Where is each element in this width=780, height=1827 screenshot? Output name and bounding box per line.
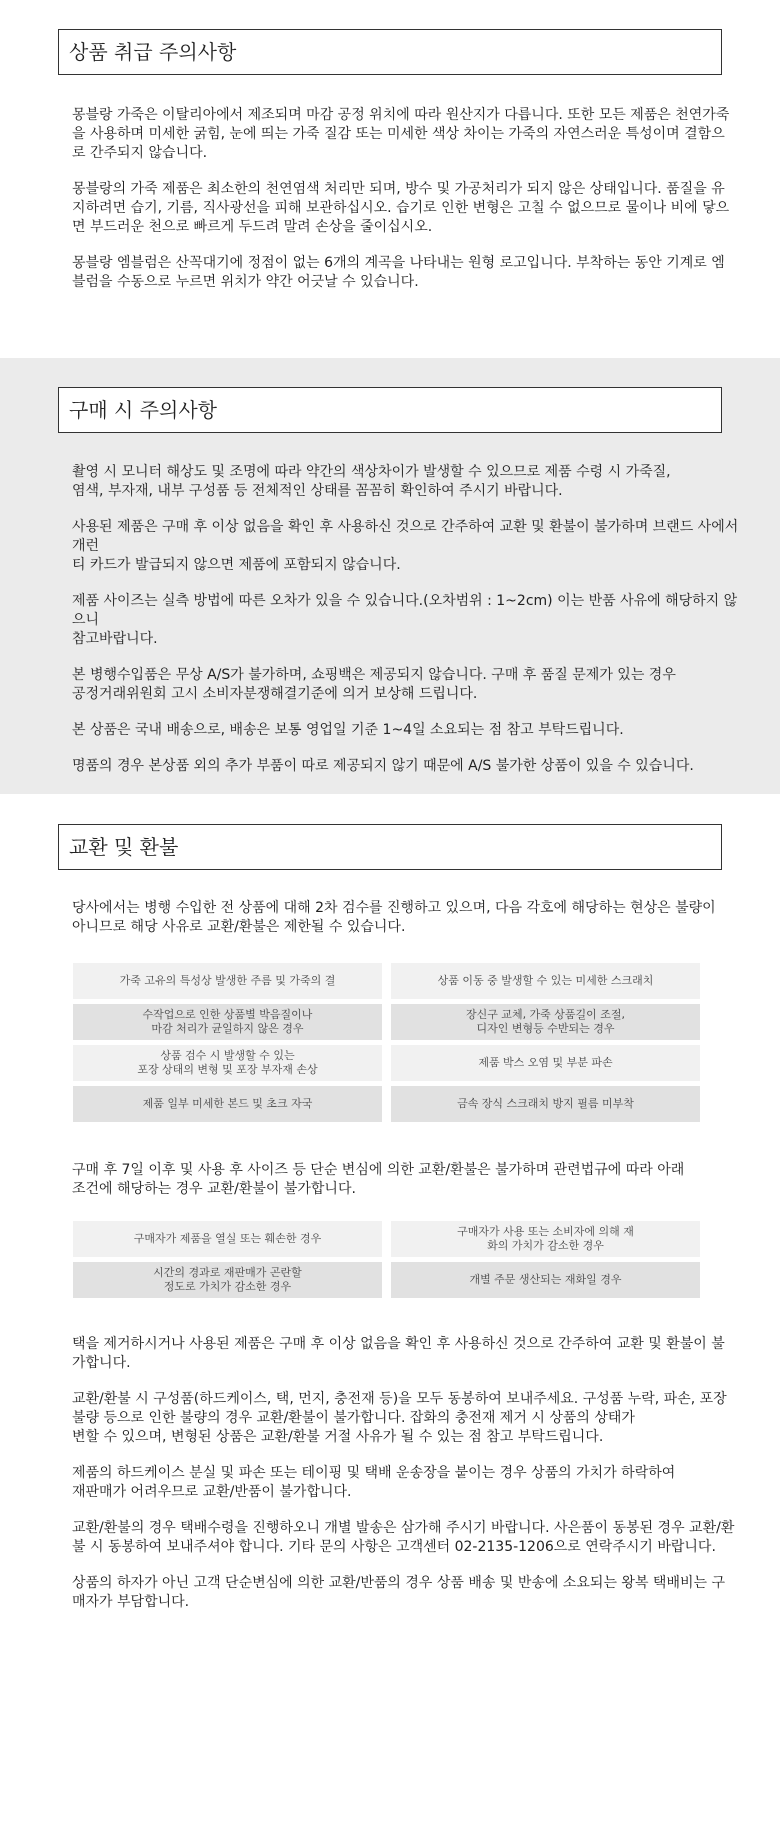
handling-section xyxy=(0,0,780,358)
non-defect-item: 가죽 고유의 특성상 발생한 주름 및 가죽의 결 xyxy=(73,963,382,999)
purchase-paragraph-6: 명품의 경우 본상품 외의 추가 부품이 따로 제공되지 않기 때문에 A/S 불가한 상품이 있을 수 있습니다. xyxy=(72,758,694,774)
handling-paragraph-2: 몽블랑의 가죽 제품은 최소한의 천연염색 처리만 되며, 방수 및 가공처리가 되지 않은 상태입니다. 품질을 유 지하려면 습기, 기름, 직사광선을 피해 보관하십시오. 습기로 인한 변형은 고칠 수 없으므로 물이나 비에 닿으 면 부드러운 천으로 빠르게 두드려 말려 손상을 줄이십시오. xyxy=(72,181,730,235)
no-exchange-list xyxy=(73,1221,700,1298)
handling-paragraph-1: 몽블랑 가죽은 이탈리아에서 제조되며 마감 공정 위치에 따라 원산지가 다릅니다. 또한 모든 제품은 천연가죽 을 사용하며 미세한 굵힘, 눈에 띄는 가죽 질감 또는 미세한 색상 차이는 가죽의 자연스러운 특성이며 결함으 로 간주되지 않습니다. xyxy=(72,107,730,161)
non-defect-list xyxy=(73,963,700,1122)
non-defect-item: 장신구 교체, 가죽 상품길이 조절, 디자인 변형등 수반되는 경우 xyxy=(391,1004,700,1040)
non-defect-item: 제품 일부 미세한 본드 및 초크 자국 xyxy=(73,1086,382,1122)
non-defect-item: 상품 이동 중 발생할 수 있는 미세한 스크래치 xyxy=(391,963,700,999)
non-defect-item: 제품 박스 오염 및 부분 파손 xyxy=(391,1045,700,1081)
exchange-title: 교환 및 환불 xyxy=(58,824,722,870)
purchase-paragraph-1: 촬영 시 모니터 해상도 및 조명에 따라 약간의 색상차이가 발생할 수 있으므로 제품 수령 시 가죽질, 염색, 부자재, 내부 구성품 등 전체적인 상태를 꼼꼼히 확인하여 주시기 바랍니다. xyxy=(72,464,671,499)
no-exchange-item: 시간의 경과로 재판매가 곤란할 정도로 가치가 감소한 경우 xyxy=(73,1262,382,1298)
exchange-intro-2: 구매 후 7일 이후 및 사용 후 사이즈 등 단순 변심에 의한 교환/환불은 불가하며 관련법규에 따라 아래 조건에 해당하는 경우 교환/환불이 불가합니다. xyxy=(72,1162,685,1197)
exchange-paragraph-3: 제품의 하드케이스 분실 및 파손 또는 테이핑 및 택배 운송장을 붙이는 경우 상품의 가치가 하락하여 재판매가 어려우므로 교환/반품이 불가합니다. xyxy=(72,1465,676,1500)
purchase-paragraph-4: 본 병행수입품은 무상 A/S가 불가하며, 쇼핑백은 제공되지 않습니다. 구매 후 품질 문제가 있는 경우 공정거래위원회 고시 소비자분쟁해결기준에 의거 보상해 드립니다. xyxy=(72,667,676,702)
exchange-paragraph-1: 택을 제거하시거나 사용된 제품은 구매 후 이상 없음을 확인 후 사용하신 것으로 간주하여 교환 및 환불이 불 가합니다. xyxy=(72,1336,725,1371)
exchange-intro-1: 당사에서는 병행 수입한 전 상품에 대해 2차 검수를 진행하고 있으며, 다음 각호에 해당하는 현상은 불량이 아니므로 해당 사유로 교환/환불은 제한될 수 있습니다. xyxy=(72,900,716,935)
exchange-paragraph-2: 교환/환불 시 구성품(하드케이스, 택, 먼지, 충전재 등)을 모두 동봉하여 보내주세요. 구성품 누락, 파손, 포장 불량 등으로 인한 불량의 경우 교환/환불이 불가합니다. 잡화의 충전재 제거 시 상품의 상태가 변할 수 있으며, 변형된 상품은 교환/환불 거절 사유가 될 수 있는 점 참고 부탁드립니다. xyxy=(72,1391,727,1445)
purchase-title: 구매 시 주의사항 xyxy=(58,387,722,433)
non-defect-item: 상품 검수 시 발생할 수 있는 포장 상태의 변형 및 포장 부자재 손상 xyxy=(73,1045,382,1081)
exchange-paragraph-4: 교환/환불의 경우 택배수령을 진행하오니 개별 발송은 삼가해 주시기 바랍니다. 사은품이 동봉된 경우 교환/환 불 시 동봉하여 보내주셔야 합니다. 기타 문의 사항은 고객센터 02-2135-1206으로 연락주시기 바랍니다. xyxy=(72,1520,735,1555)
handling-title: 상품 취급 주의사항 xyxy=(58,29,722,75)
purchase-paragraph-3: 제품 사이즈는 실측 방법에 따른 오차가 있을 수 있습니다.(오차범위 : 1~2cm) 이는 반품 사유에 해당하지 않으니 참고바랍니다. xyxy=(72,593,738,647)
exchange-section xyxy=(0,794,780,1827)
no-exchange-item: 구매자가 사용 또는 소비자에 의해 재 화의 가치가 감소한 경우 xyxy=(391,1221,700,1257)
no-exchange-item: 구매자가 제품을 열실 또는 훼손한 경우 xyxy=(73,1221,382,1257)
purchase-paragraph-5: 본 상품은 국내 배송으로, 배송은 보통 영업일 기준 1~4일 소요되는 점 참고 부탁드립니다. xyxy=(72,722,624,738)
purchase-paragraph-2: 사용된 제품은 구매 후 이상 없음을 확인 후 사용하신 것으로 간주하여 교환 및 환불이 불가하며 브랜드 사에서 개런 티 카드가 발급되지 않으면 제품에 포함되지 않습니다. xyxy=(72,519,739,573)
no-exchange-item: 개별 주문 생산되는 재화일 경우 xyxy=(391,1262,700,1298)
purchase-section xyxy=(0,358,780,794)
handling-paragraph-3: 몽블랑 엠블럼은 산꼭대기에 정점이 없는 6개의 계곡을 나타내는 원형 로고입니다. 부착하는 동안 기계로 엠 블럼을 수동으로 누르면 위치가 약간 어긋날 수 있습니다. xyxy=(72,255,725,290)
non-defect-item: 금속 장식 스크래치 방지 필름 미부착 xyxy=(391,1086,700,1122)
non-defect-item: 수작업으로 인한 상품별 박음질이나 마감 처리가 균일하지 않은 경우 xyxy=(73,1004,382,1040)
exchange-paragraph-5: 상품의 하자가 아닌 고객 단순변심에 의한 교환/반품의 경우 상품 배송 및 반송에 소요되는 왕복 택배비는 구 매자가 부담합니다. xyxy=(72,1575,725,1610)
